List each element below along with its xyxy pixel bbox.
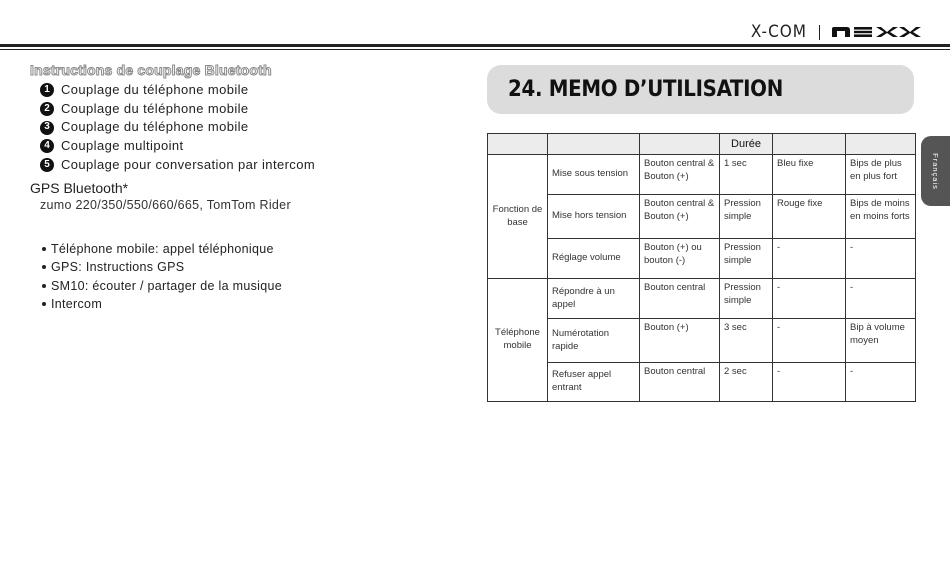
sound-cell: Bips de moins en moins forts [846, 195, 916, 239]
table-header-cell [488, 134, 548, 155]
gps-title: GPS Bluetooth* [30, 179, 129, 196]
button-cell: Bouton central [640, 363, 720, 402]
led-cell: - [773, 363, 846, 402]
page-title-banner [487, 65, 914, 114]
button-cell: Bouton (+) [640, 319, 720, 363]
list-item-label: SM10: écouter / partager de la musique [51, 278, 282, 293]
bullet-icon [42, 284, 46, 288]
header-rule [0, 44, 950, 47]
sound-cell: - [846, 363, 916, 402]
duration-cell: 2 sec [720, 363, 773, 402]
duration-cell: Pression simple [720, 279, 773, 319]
sound-cell: Bip à volume moyen [846, 319, 916, 363]
table-row [488, 239, 916, 279]
brand-header [751, 22, 922, 42]
gps-models: zumo 220/350/550/660/665, TomTom Rider [40, 197, 291, 212]
group-label: Téléphone mobile [488, 279, 548, 402]
pairing-item [40, 137, 450, 156]
header-rule-thin [0, 49, 950, 50]
pairing-list [30, 81, 450, 175]
list-item [42, 277, 450, 296]
table-header-cell [640, 134, 720, 155]
list-item [42, 295, 450, 314]
number-badge: 4 [40, 139, 54, 153]
table-header-cell [773, 134, 846, 155]
duration-cell: Pression simple [720, 239, 773, 279]
led-cell: - [773, 319, 846, 363]
function-cell: Répondre à un appel [548, 279, 640, 319]
pairing-item [40, 156, 450, 175]
function-cell: Refuser appel entrant [548, 363, 640, 402]
led-cell: Bleu fixe [773, 155, 846, 195]
list-item-label: GPS: Instructions GPS [51, 260, 185, 275]
pairing-item-label: Couplage multipoint [61, 138, 184, 154]
language-tab[interactable] [921, 136, 950, 206]
language-tab-label: Français [931, 152, 941, 190]
number-badge: 3 [40, 121, 54, 135]
table-row [488, 319, 916, 363]
section-title: Instructions de couplage Bluetooth [30, 62, 272, 78]
number-badge: 5 [40, 158, 54, 172]
table-row [488, 155, 916, 195]
pairing-item-label: Couplage du téléphone mobile [61, 82, 249, 97]
table-row [488, 195, 916, 239]
table-row [488, 363, 916, 402]
button-cell: Bouton (+) ou bouton (-) [640, 239, 720, 279]
page-title: 24. MEMO D’UTILISATION [508, 77, 783, 102]
list-item [42, 240, 450, 259]
number-badge: 2 [40, 102, 54, 116]
brand-divider [819, 25, 820, 40]
sound-cell: - [846, 279, 916, 319]
memo-table [487, 133, 916, 402]
list-item [42, 258, 450, 277]
list-item-label: Téléphone mobile: appel téléphonique [51, 241, 274, 256]
sound-cell: Bips de plus en plus fort [846, 155, 916, 195]
bullet-icon [42, 265, 46, 269]
duration-cell: 3 sec [720, 319, 773, 363]
group-label: Fonction de base [488, 155, 548, 279]
duration-cell: 1 sec [720, 155, 773, 195]
pairing-item [40, 118, 450, 137]
function-cell: Réglage volume [548, 239, 640, 279]
button-cell: Bouton central & Bouton (+) [640, 155, 720, 195]
sound-cell: - [846, 239, 916, 279]
pairing-item-label: Couplage pour conversation par intercom [61, 156, 316, 172]
table-header-row [488, 134, 916, 155]
table-row [488, 279, 916, 319]
pairing-item [40, 81, 450, 100]
function-cell: Numérotation rapide [548, 319, 640, 363]
pairing-section [30, 62, 450, 314]
table-header-cell: Durée [720, 134, 773, 155]
bullet-icon [42, 247, 46, 251]
number-badge: 1 [40, 83, 54, 97]
led-cell: - [773, 279, 846, 319]
duration-cell: Pression simple [720, 195, 773, 239]
pairing-item-label: Couplage du téléphone mobile [61, 100, 249, 116]
bullet-icon [42, 302, 46, 306]
pairing-item-label: Couplage du téléphone mobile [61, 119, 249, 135]
function-cell: Mise hors tension [548, 195, 640, 239]
function-cell: Mise sous tension [548, 155, 640, 195]
table-header-cell [548, 134, 640, 155]
brand-name: X-COM [750, 22, 807, 42]
table-header-cell [846, 134, 916, 155]
button-cell: Bouton central [640, 279, 720, 319]
nexx-logo [830, 26, 922, 38]
led-cell: Rouge fixe [773, 195, 846, 239]
feature-list [30, 240, 450, 314]
pairing-item [40, 100, 450, 119]
button-cell: Bouton central & Bouton (+) [640, 195, 720, 239]
led-cell: - [773, 239, 846, 279]
list-item-label: Intercom [51, 297, 103, 312]
